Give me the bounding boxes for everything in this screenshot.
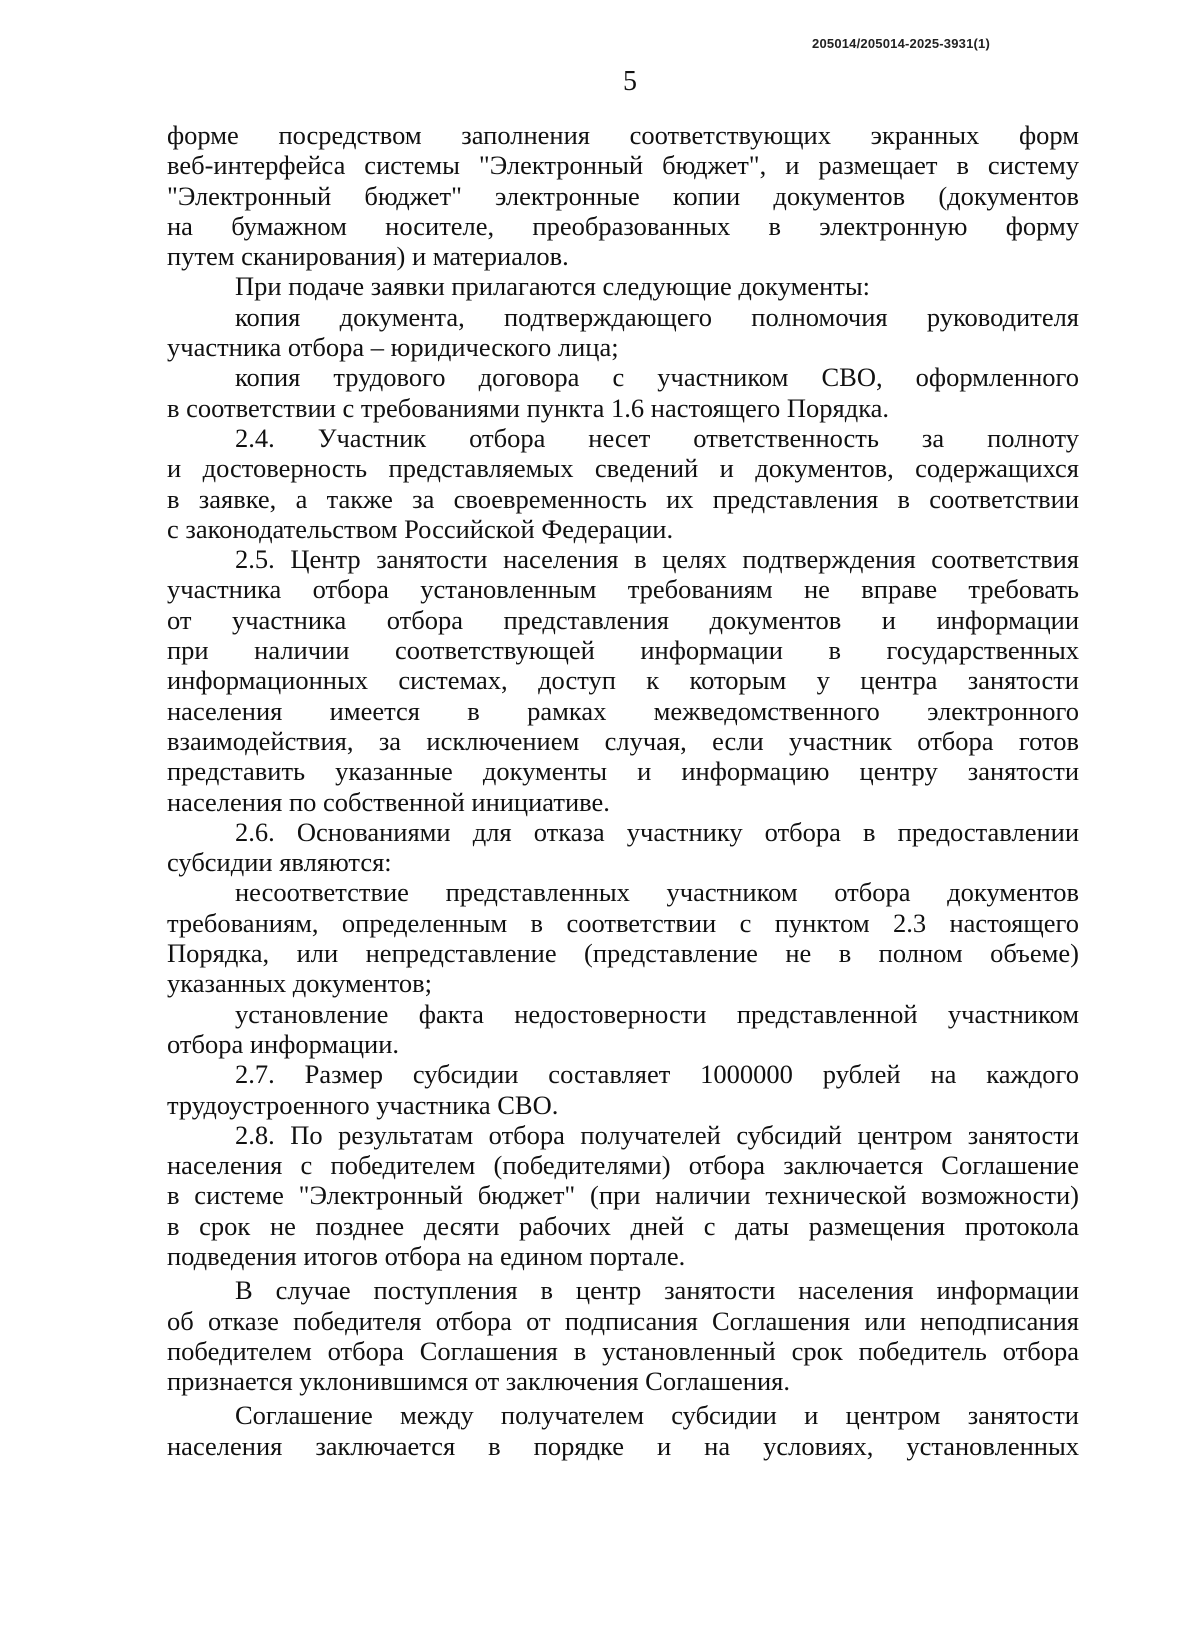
page-number: 5 (623, 66, 637, 97)
text-line: взаимодействия, за исключением случая, если участник отбора готов (167, 725, 1079, 756)
text-line: подведения итогов отбора на едином портале. (167, 1240, 686, 1271)
text-line: информационных системах, доступ к которым у центра занятости (167, 665, 1079, 696)
text-line: 2.6. Основаниями для отказа участнику отбора в предоставлении (235, 816, 1079, 847)
text-line: и достоверность представляемых сведений и документов, содержащихся (167, 453, 1079, 484)
text-line: в заявке, а также за своевременность их представления в соответствии (167, 483, 1079, 514)
text-line: населения по собственной инициативе. (167, 786, 610, 817)
document-body (167, 120, 1079, 1461)
text-line: Соглашение между получателем субсидии и центром занятости (235, 1400, 1079, 1431)
text-line: 2.4. Участник отбора несет ответственность за полноту (235, 422, 1079, 453)
text-line: требованиям, определенным в соответствии с пунктом 2.3 настоящего (167, 907, 1079, 938)
text-line: установление факта недостоверности представленной участником (235, 998, 1079, 1029)
text-line: указанных документов; (167, 968, 432, 999)
text-line: от участника отбора представления документов и информации (167, 604, 1079, 635)
text-line: копия трудового договора с участником СВО, оформленного (235, 362, 1079, 393)
text-line: победителем отбора Соглашения в установленный срок победитель отбора (167, 1335, 1079, 1366)
text-line: при наличии соответствующей информации в государственных (167, 635, 1079, 666)
text-line: населения заключается в порядке и на условиях, установленных (167, 1430, 1079, 1461)
text-line: признается уклонившимся от заключения Соглашения. (167, 1366, 790, 1397)
text-line: путем сканирования) и материалов. (167, 241, 569, 272)
text-line: 2.7. Размер субсидии составляет 1000000 рублей на каждого (235, 1059, 1079, 1090)
text-line: участника отбора – юридического лица; (167, 332, 619, 363)
text-line: веб-интерфейса системы "Электронный бюджет", и размещает в систему (167, 150, 1079, 181)
text-line: несоответствие представленных участником отбора документов (235, 877, 1079, 908)
document-id: 205014/205014-2025-3931(1) (812, 36, 990, 51)
text-line: При подаче заявки прилагаются следующие документы: (235, 271, 871, 302)
text-line: на бумажном носителе, преобразованных в электронную форму (167, 210, 1079, 241)
text-line: с законодательством Российской Федерации. (167, 513, 674, 544)
text-line: 2.8. По результатам отбора получателей субсидий центром занятости (235, 1119, 1079, 1150)
text-line: участника отбора установленным требованиям не вправе требовать (167, 574, 1079, 605)
text-line: В случае поступления в центр занятости населения информации (235, 1275, 1079, 1306)
text-line: Порядка, или непредставление (представление не в полном объеме) (167, 938, 1079, 969)
text-line: 2.5. Центр занятости населения в целях подтверждения соответствия (235, 544, 1079, 575)
text-line: отбора информации. (167, 1028, 400, 1059)
text-line: представить указанные документы и информацию центру занятости (167, 756, 1079, 787)
text-line: в срок не позднее десяти рабочих дней с даты размещения протокола (167, 1210, 1079, 1241)
text-line: субсидии являются: (167, 847, 392, 878)
text-line: копия документа, подтверждающего полномочия руководителя (235, 301, 1079, 332)
text-line: трудоустроенного участника СВО. (167, 1089, 559, 1120)
text-line: населения имеется в рамках межведомственного электронного (167, 695, 1079, 726)
text-line: "Электронный бюджет" электронные копии документов (документов (167, 180, 1079, 211)
text-line: в системе "Электронный бюджет" (при наличии технической возможности) (167, 1180, 1079, 1211)
text-line: в соответствии с требованиями пункта 1.6 настоящего Порядка. (167, 392, 890, 423)
text-line: форме посредством заполнения соответствующих экранных форм (167, 120, 1079, 150)
text-line: населения с победителем (победителями) отбора заключается Соглашение (167, 1150, 1079, 1181)
text-line: об отказе победителя отбора от подписания Соглашения или неподписания (167, 1305, 1079, 1336)
